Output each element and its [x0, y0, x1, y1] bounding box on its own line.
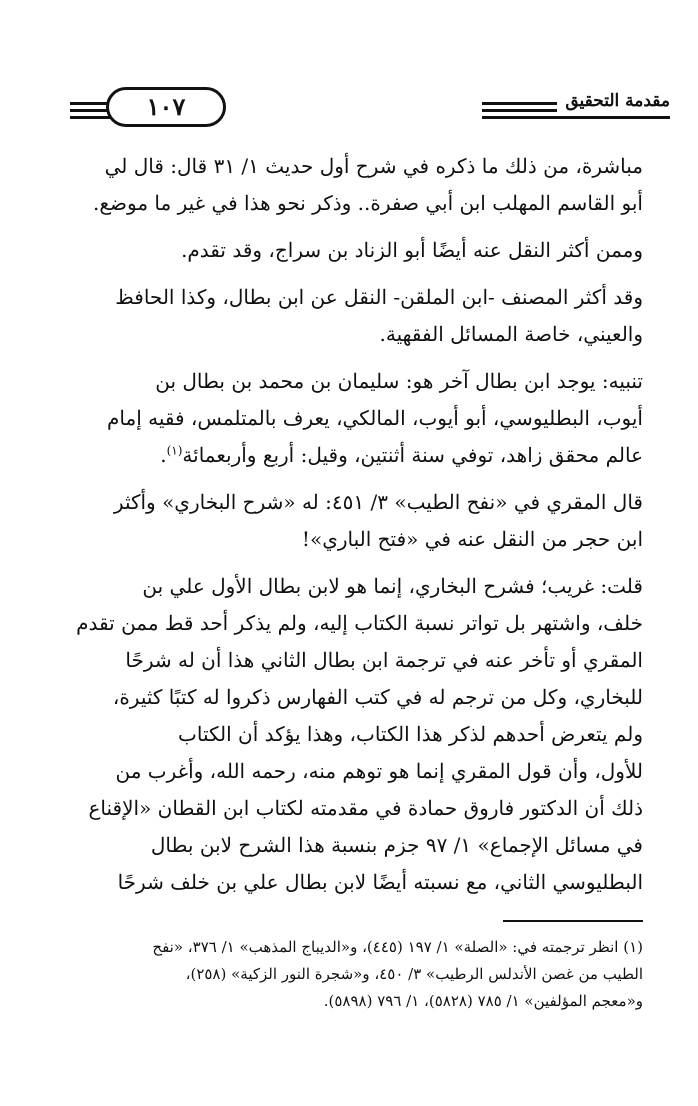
text-line: خلف، واشتهر بل تواتر نسبة الكتاب إليه، ولم يذكر أحد قط ممن تقدم — [76, 611, 643, 635]
text-line: ابن حجر من النقل عنه في «فتح الباري»! — [301, 527, 643, 551]
paragraph — [47, 363, 643, 474]
text-line: وقد أكثر المصنف -ابن الملقن- النقل عن ابن بطال، وكذا الحافظ — [115, 285, 643, 309]
text-line: ذلك أن الدكتور فاروق حمادة في مقدمته لكتاب ابن القطان «الإقناع — [88, 796, 643, 820]
text-line: تنبيه: يوجد ابن بطال آخر هو: سليمان بن محمد بن بطال بن — [155, 369, 643, 393]
footnote — [43, 934, 643, 1015]
text-line: المقري أو تأخر عنه في ترجمة ابن بطال الثاني هذا أن له شرحًا — [125, 648, 643, 672]
text-line: في مسائل الإجماع» ١/ ٩٧ جزم بنسبة هذا الشرح لابن بطال — [150, 833, 643, 857]
footnote-line: (١) انظر ترجمته في: «الصلة» ١/ ١٩٧ (٤٤٥)، و«الديباج المذهب» ١/ ٣٧٦، «نفح — [152, 938, 643, 956]
paragraph — [47, 484, 643, 558]
text-line: للأول، وأن قول المقري إنما هو توهم منه، رحمه الله، وأغرب من — [115, 759, 643, 783]
text-line: للبخاري، وكل من ترجم له في كتب الفهارس ذكروا له كتبًا كثيرة، — [112, 685, 643, 709]
paragraph — [47, 232, 643, 269]
text-line: مباشرة، من ذلك ما ذكره في شرح أول حديث ١/ ٣١ قال: قال لي — [104, 154, 643, 178]
text-line: عالم محقق زاهد، توفي سنة أثنتين، وقيل: أربع وأربعمائة$^{(١)}$. — [160, 443, 643, 467]
text-line: البطليوسي الثاني، مع نسبته أيضًا لابن بطال علي بن خلف شرحًا — [117, 870, 643, 894]
footnote-reference[interactable]: (١) — [166, 443, 183, 458]
running-title: مقدمة التحقيق — [557, 88, 670, 114]
text-line: قال المقري في «نفح الطيب» ٣/ ٤٥١: له «شرح البخاري» وأكثر — [113, 490, 643, 514]
paragraph — [47, 148, 643, 222]
footnote-line: الطيب من غصن الأندلس الرطيب» ٣/ ٤٥٠، و«شجرة النور الزكية» (٢٥٨)، — [185, 965, 643, 983]
page-number: ١٠٧ — [106, 87, 226, 127]
header-rule — [482, 116, 670, 119]
text-line: وممن أكثر النقل عنه أيضًا أبو الزناد بن سراج، وقد تقدم. — [181, 238, 643, 262]
text-line: أبو القاسم المهلب ابن أبي صفرة.. وذكر نحو هذا في غير ما موضع. — [93, 191, 643, 215]
header-rule — [70, 116, 112, 119]
paragraph — [47, 279, 643, 353]
text-line: ولم يتعرض أحدهم لذكر هذا الكتاب، وهذا يؤكد أن الكتاب — [178, 722, 643, 746]
footnote-divider — [503, 920, 643, 922]
text-line: قلت: غريب؛ فشرح البخاري، إنما هو لابن بطال الأول علي بن — [142, 574, 643, 598]
paragraph — [47, 568, 643, 901]
text-line: والعيني، خاصة المسائل الفقهية. — [379, 322, 643, 346]
footnote-line: و«معجم المؤلفين» ١/ ٧٨٥ (٥٨٢٨)، ١/ ٧٩٦ (٥٨٩٨). — [323, 992, 643, 1010]
text-line: أيوب، البطليوسي، أبو أيوب، المالكي، يعرف بالمتلمس، فقيه إمام — [107, 406, 643, 430]
text-line-content: عالم محقق زاهد، توفي سنة أثنتين، وقيل: أربع وأربعمائة — [182, 443, 643, 467]
main-text — [47, 148, 643, 911]
page-header — [70, 88, 670, 132]
